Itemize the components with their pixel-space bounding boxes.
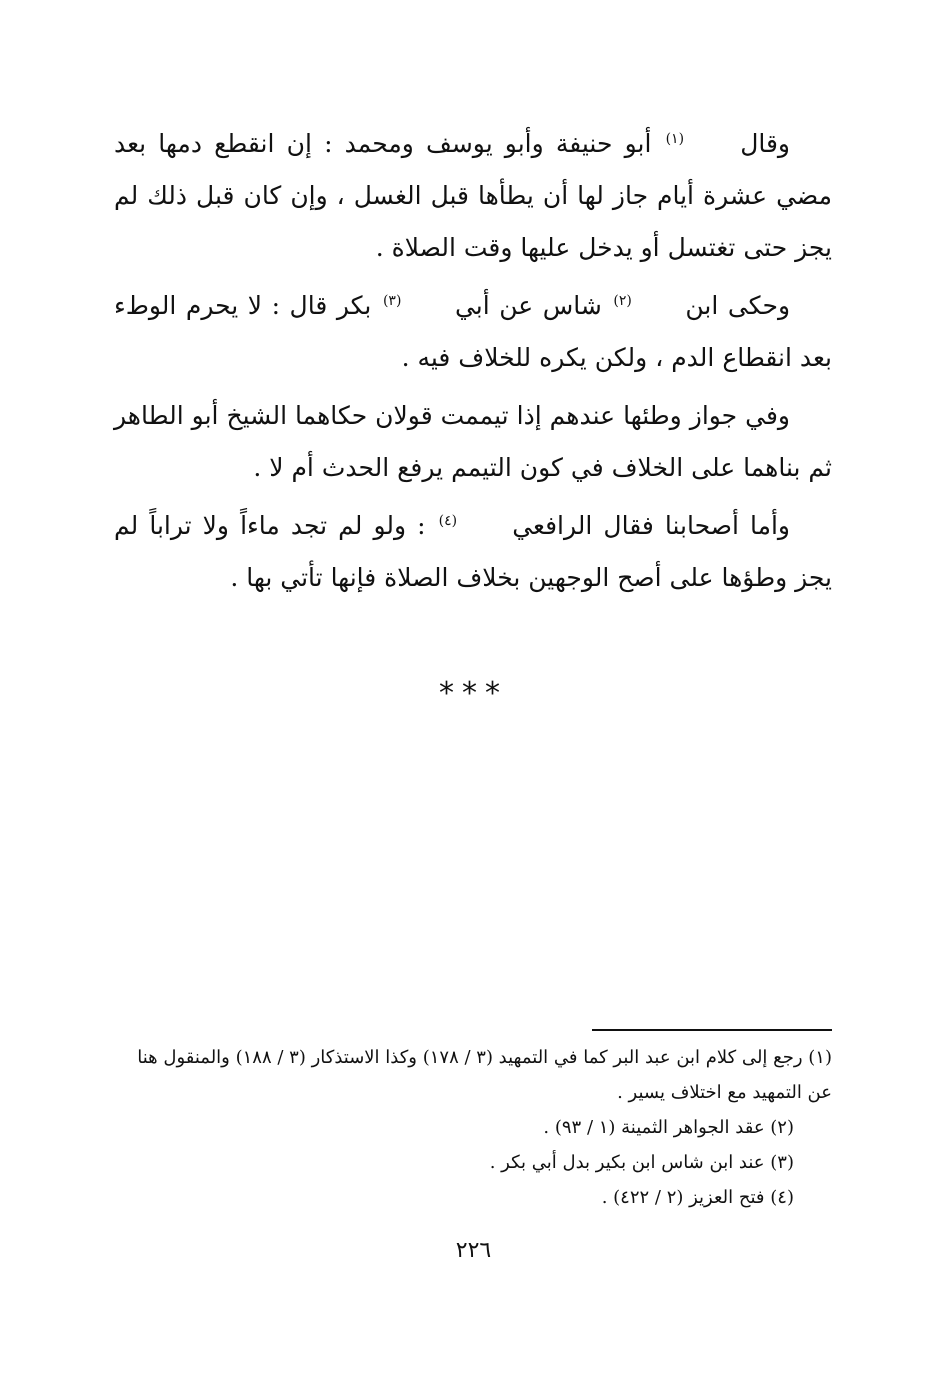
footnote-item: (٤) فتح العزيز (٢ / ٤٢٢) . — [601, 1187, 794, 1208]
footnote-item: (٣) عند ابن شاس ابن بكير بدل أبي بكر . — [489, 1152, 794, 1173]
footnote-item: (٢) عقد الجواهر الثمينة (١ / ٩٣) . — [543, 1117, 794, 1138]
paragraph-text: وقال — [740, 129, 790, 158]
paragraph: وحكى ابن (٢) شاس عن أبي (٣) بكر قال : لا يحرم الوطء بعد انقطاع الدم ، ولكن يكره للخلاف فيه . — [114, 291, 832, 372]
page-number: ٢٢٦ — [455, 1238, 492, 1263]
footnotes-section — [114, 1040, 832, 1215]
paragraph: وأما أصحابنا فقال الرافعي (٤) : ولو لم تجد ماءاً ولا تراباً لم يجز وطؤها على أصح الوجهين بخلاف الصلاة فإنها تأتي بها . — [114, 511, 832, 592]
paragraph — [114, 390, 832, 494]
section-separator: *** — [439, 676, 508, 711]
main-text-body — [114, 118, 832, 610]
footnote-item: (١) رجع إلى كلام ابن عبد البر كما في التمهيد (٣ / ١٧٨) وكذا الاستذكار (٣ / ١٨٨) والمنقول هنا عن التمهيد مع اختلاف يسير . — [137, 1047, 832, 1103]
paragraph-text: شاس عن أبي — [454, 291, 602, 320]
paragraph-text: وأما أصحابنا فقال الرافعي — [512, 511, 790, 540]
paragraph-text: أبو حنيفة وأبو يوسف ومحمد : إن انقطع دمها بعد مضي عشرة أيام جاز لها أن يطأها قبل الغسل ، وإن كان قبل ذلك لم يجز حتى تغتسل أو يدخل عليها وقت الصلاة . — [114, 129, 832, 262]
footnote-divider — [592, 1029, 832, 1031]
paragraph-text: : ولو لم تجد ماءاً ولا تراباً لم يجز وطؤها على أصح الوجهين بخلاف الصلاة فإنها تأتي بها . — [114, 511, 832, 592]
paragraph-text: بكر قال : لا يحرم الوطء بعد انقطاع الدم ، ولكن يكره للخلاف فيه . — [114, 291, 832, 372]
paragraph-text: وفي جواز وطئها عندهم إذا تيممت قولان حكاهما الشيخ أبو الطاهر ثم بناهما على الخلاف في كون التيمم يرفع الحدث أم لا . — [114, 401, 832, 482]
paragraph-text: وحكى ابن — [685, 291, 791, 320]
paragraph: وقال (١) أبو حنيفة وأبو يوسف ومحمد : إن انقطع دمها بعد مضي عشرة أيام جاز لها أن يطأها قبل الغسل ، وإن كان قبل ذلك لم يجز حتى تغتسل أو يدخل عليها وقت الصلاة . — [114, 129, 832, 262]
